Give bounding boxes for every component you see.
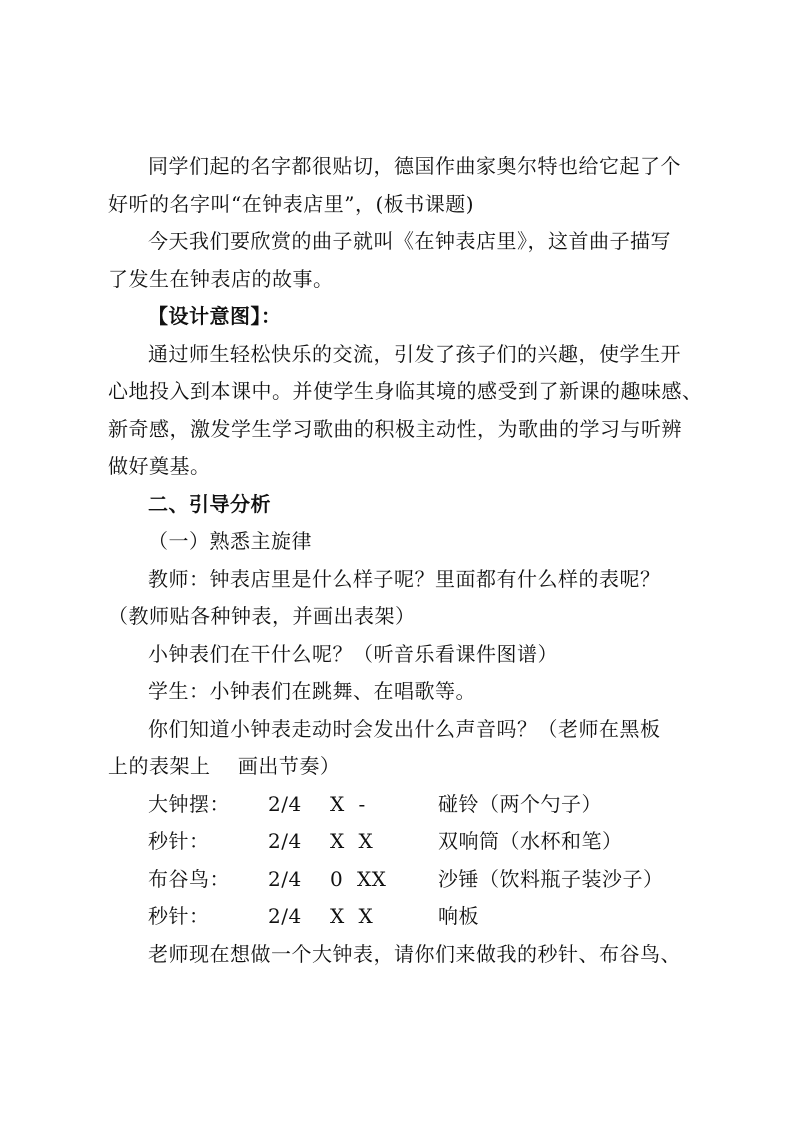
paragraph-line: 好听的名字叫“在钟表店里”，(板书课题) <box>108 191 475 216</box>
paragraph-line: 今天我们要欣赏的曲子就叫《在钟表店里》，这首曲子描写 <box>148 229 671 253</box>
paragraph-line: （教师贴各种钟表，并画出表架） <box>108 604 416 628</box>
subsection-heading: （一）熟悉主旋律 <box>148 529 312 553</box>
document-body <box>108 148 708 973</box>
paragraph-line: 你们知道小钟表走动时会发出什么声音吗？（老师在黑板 <box>148 716 661 741</box>
paragraph-line: 同学们起的名字都很贴切，德国作曲家奥尔特也给它起了个 <box>148 154 681 178</box>
paragraph-line: 通过师生轻松快乐的交流，引发了孩子们的兴趣，使学生开 <box>148 341 681 366</box>
rhythm-row <box>108 861 708 899</box>
rhythm-pattern: 0 XX <box>330 866 387 891</box>
rhythm-pattern: X X <box>330 904 374 928</box>
rhythm-instrument: 碰铃（两个勺子） <box>438 791 602 816</box>
rhythm-row <box>108 786 708 824</box>
paragraph-line: 上的表架上 画出节奏） <box>108 754 341 778</box>
paragraph-line: 学生：小钟表们在跳舞、在唱歌等。 <box>148 679 476 703</box>
rhythm-pattern: X - <box>330 791 366 816</box>
paragraph-line: 小钟表们在干什么呢？（听音乐看课件图谱） <box>148 641 558 666</box>
paragraph-line: 新奇感，激发学生学习歌曲的积极主动性，为歌曲的学习与听辨 <box>108 416 682 441</box>
rhythm-part-name: 秒针： <box>148 829 210 853</box>
rhythm-instrument: 沙锤（饮料瓶子装沙子） <box>438 866 664 891</box>
rhythm-part-name: 大钟摆： <box>148 791 230 816</box>
rhythm-row <box>108 898 708 936</box>
rhythm-pattern: X X <box>330 829 374 853</box>
paragraph-line: 老师现在想做一个大钟表，请你们来做我的秒针、布谷鸟、 <box>148 941 681 966</box>
rhythm-instrument: 响板 <box>438 904 479 928</box>
paragraph-line: 教师：钟表店里是什么样子呢？里面都有什么样的表呢？ <box>148 566 661 591</box>
rhythm-meter: 2/4 <box>268 829 302 853</box>
rhythm-meter: 2/4 <box>268 866 302 891</box>
paragraph-line: 做好奠基。 <box>108 454 211 478</box>
section-heading-design-intent: 【设计意图】： <box>148 304 282 328</box>
rhythm-meter: 2/4 <box>268 791 302 816</box>
section-heading-guided-analysis: 二、引导分析 <box>148 491 271 516</box>
rhythm-meter: 2/4 <box>268 904 302 928</box>
paragraph-line: 了发生在钟表店的故事。 <box>108 266 334 291</box>
rhythm-row <box>108 823 708 861</box>
rhythm-part-name: 布谷鸟： <box>148 866 230 891</box>
rhythm-instrument: 双响筒（水杯和笔） <box>438 829 623 853</box>
paragraph-line: 心地投入到本课中。并使学生身临其境的感受到了新课的趣味感、 <box>108 379 703 403</box>
rhythm-part-name: 秒针： <box>148 904 210 928</box>
